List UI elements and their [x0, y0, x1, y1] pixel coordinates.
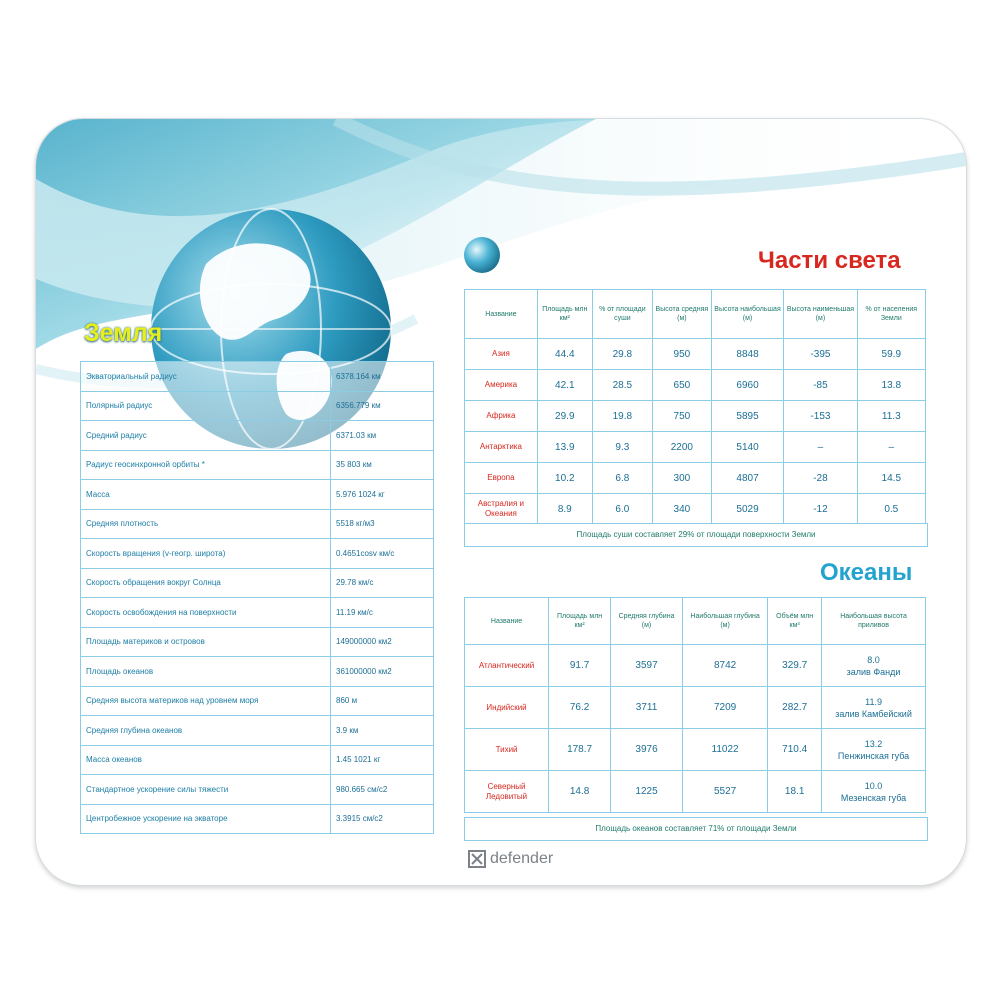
tide-height: 8.0 — [867, 654, 880, 665]
table-cell: 11.3 — [857, 401, 925, 432]
table-row — [465, 432, 926, 463]
column-header: Площадь млн км² — [537, 290, 592, 339]
row-name: Африка — [465, 401, 538, 432]
table-cell: 76.2 — [549, 687, 611, 729]
table-row — [81, 627, 434, 657]
fact-value: 860 м — [331, 686, 434, 716]
fact-label: Экваториальный радиус — [81, 362, 331, 392]
table-cell: 2200 — [652, 432, 711, 463]
table-cell: 710.4 — [768, 729, 822, 771]
table-cell: 13.8 — [857, 370, 925, 401]
tide-height: 11.9 — [865, 696, 882, 707]
table-cell: 3976 — [611, 729, 683, 771]
earth-title: Земля — [84, 319, 163, 347]
table-cell: 8.9 — [537, 494, 592, 525]
row-name: Антарктика — [465, 432, 538, 463]
table-cell: 5527 — [682, 771, 767, 813]
table-row — [465, 401, 926, 432]
table-row — [81, 509, 434, 539]
table-cell: 282.7 — [768, 687, 822, 729]
fact-label: Масса океанов — [81, 745, 331, 775]
fact-value: 980.665 см/с2 — [331, 775, 434, 805]
column-header: Высота наименьшая (м) — [784, 290, 857, 339]
table-cell: 8848 — [711, 339, 784, 370]
tide-cell — [822, 729, 926, 771]
oceans-title: Океаны — [820, 559, 913, 586]
fact-label: Полярный радиус — [81, 391, 331, 421]
table-row — [465, 645, 926, 687]
table-row — [465, 687, 926, 729]
fact-label: Скорость освобождения на поверхности — [81, 598, 331, 628]
table-cell: 18.1 — [768, 771, 822, 813]
column-header: Объём млн км³ — [768, 598, 822, 645]
table-cell: 300 — [652, 463, 711, 494]
fact-value: 3.9 км — [331, 716, 434, 746]
table-row — [465, 729, 926, 771]
table-cell: 29.8 — [592, 339, 652, 370]
fact-value: 6378.164 км — [331, 362, 434, 392]
table-cell: 5140 — [711, 432, 784, 463]
fact-value: 361000000 км2 — [331, 657, 434, 687]
fact-label: Средняя глубина океанов — [81, 716, 331, 746]
parts-title: Части света — [758, 247, 901, 274]
brand-logo — [468, 847, 553, 871]
table-cell: 14.5 — [857, 463, 925, 494]
oceans-table — [464, 597, 926, 813]
row-name: Атлантический — [465, 645, 549, 687]
row-name: Тихий — [465, 729, 549, 771]
fact-value: 149000000 км2 — [331, 627, 434, 657]
table-cell: 329.7 — [768, 645, 822, 687]
ocean-area-note: Площадь океанов составляет 71% от площади Земли — [464, 817, 928, 841]
orb-icon — [462, 235, 502, 275]
table-cell: 1225 — [611, 771, 683, 813]
table-cell: -12 — [784, 494, 857, 525]
column-header: Название — [465, 290, 538, 339]
table-row — [465, 463, 926, 494]
table-cell: 750 — [652, 401, 711, 432]
table-row — [81, 804, 434, 834]
tide-location: залив Камбейский — [835, 708, 912, 719]
table-cell: 950 — [652, 339, 711, 370]
row-name: Индийский — [465, 687, 549, 729]
tide-location: Пенжинская губа — [837, 750, 910, 761]
table-row — [465, 370, 926, 401]
table-row — [81, 657, 434, 687]
table-row — [81, 539, 434, 569]
row-name: Австралия и Океания — [465, 494, 538, 525]
defender-logo-icon — [468, 850, 486, 868]
table-cell: 44.4 — [537, 339, 592, 370]
fact-value: 35 803 км — [331, 450, 434, 480]
table-row — [465, 771, 926, 813]
table-row — [81, 391, 434, 421]
table-cell: 7209 — [682, 687, 767, 729]
table-row — [81, 775, 434, 805]
table-cell: 340 — [652, 494, 711, 525]
table-cell: 6960 — [711, 370, 784, 401]
table-cell: 29.9 — [537, 401, 592, 432]
table-cell: 14.8 — [549, 771, 611, 813]
column-header: % от площади суши — [592, 290, 652, 339]
tide-location: залив Фанди — [846, 666, 901, 677]
fact-label: Средняя плотность — [81, 509, 331, 539]
table-cell: 650 — [652, 370, 711, 401]
row-name: Северный Ледовитый — [465, 771, 549, 813]
continents-table — [464, 289, 926, 525]
tide-cell — [822, 687, 926, 729]
column-header: Наибольшая глубина (м) — [682, 598, 767, 645]
table-cell: 178.7 — [549, 729, 611, 771]
fact-value: 5.976 1024 кг — [331, 480, 434, 510]
table-row — [81, 598, 434, 628]
table-row — [465, 339, 926, 370]
table-row — [81, 568, 434, 598]
table-cell: 59.9 — [857, 339, 925, 370]
column-header: % от населения Земли — [857, 290, 925, 339]
fact-label: Стандартное ускорение силы тяжести — [81, 775, 331, 805]
table-cell: 4807 — [711, 463, 784, 494]
fact-value: 6356.779 км — [331, 391, 434, 421]
row-name: Америка — [465, 370, 538, 401]
mouse-pad — [35, 118, 967, 886]
fact-value: 11.19 км/с — [331, 598, 434, 628]
table-row — [81, 450, 434, 480]
tide-height: 13.2 — [864, 738, 883, 749]
table-row — [81, 686, 434, 716]
column-header: Средняя глубина (м) — [611, 598, 683, 645]
table-cell: 28.5 — [592, 370, 652, 401]
tide-cell — [822, 771, 926, 813]
table-cell: 13.9 — [537, 432, 592, 463]
row-name: Азия — [465, 339, 538, 370]
tide-location: Мезенская губа — [840, 792, 907, 803]
brand-name: defender — [490, 850, 554, 867]
fact-label: Центробежное ускорение на экваторе — [81, 804, 331, 834]
table-cell: 9.3 — [592, 432, 652, 463]
fact-label: Скорость вращения (v-геогр. широта) — [81, 539, 331, 569]
fact-label: Радиус геосинхронной орбиты * — [81, 450, 331, 480]
table-row — [81, 480, 434, 510]
table-row — [465, 494, 926, 525]
table-cell: 8742 — [682, 645, 767, 687]
table-cell: 6.8 — [592, 463, 652, 494]
fact-value: 1.45 1021 кг — [331, 745, 434, 775]
table-cell: -153 — [784, 401, 857, 432]
fact-label: Масса — [81, 480, 331, 510]
table-cell: 11022 — [682, 729, 767, 771]
fact-label: Средний радиус — [81, 421, 331, 451]
table-cell: 6.0 — [592, 494, 652, 525]
column-header: Наибольшая высота приливов — [822, 598, 926, 645]
fact-value: 29.78 км/с — [331, 568, 434, 598]
fact-label: Скорость обращения вокруг Солнца — [81, 568, 331, 598]
table-cell: 3711 — [611, 687, 683, 729]
table-cell: -28 — [784, 463, 857, 494]
table-cell: 3597 — [611, 645, 683, 687]
table-cell: -395 — [784, 339, 857, 370]
table-cell: -85 — [784, 370, 857, 401]
column-header: Высота средняя (м) — [652, 290, 711, 339]
table-cell: 10.2 — [537, 463, 592, 494]
table-cell: – — [857, 432, 925, 463]
column-header: Площадь млн км² — [549, 598, 611, 645]
table-cell: 0.5 — [857, 494, 925, 525]
tide-cell — [822, 645, 926, 687]
table-row — [81, 362, 434, 392]
fact-value: 5518 кг/м3 — [331, 509, 434, 539]
fact-value: 0.4651cosv км/с — [331, 539, 434, 569]
tide-height: 10.0 — [864, 780, 883, 791]
row-name: Европа — [465, 463, 538, 494]
land-area-note: Площадь суши составляет 29% от площади поверхности Земли — [464, 523, 928, 547]
fact-label: Площадь океанов — [81, 657, 331, 687]
fact-label: Площадь материков и островов — [81, 627, 331, 657]
table-row — [81, 745, 434, 775]
column-header: Высота наибольшая (м) — [711, 290, 784, 339]
table-cell: – — [784, 432, 857, 463]
table-row — [81, 421, 434, 451]
table-cell: 91.7 — [549, 645, 611, 687]
table-row — [81, 716, 434, 746]
table-cell: 5029 — [711, 494, 784, 525]
table-cell: 5895 — [711, 401, 784, 432]
fact-value: 3.3915 см/с2 — [331, 804, 434, 834]
table-cell: 42.1 — [537, 370, 592, 401]
earth-facts-table — [80, 361, 434, 834]
table-cell: 19.8 — [592, 401, 652, 432]
column-header: Название — [465, 598, 549, 645]
fact-value: 6371.03 км — [331, 421, 434, 451]
fact-label: Средняя высота материков над уровнем моря — [81, 686, 331, 716]
